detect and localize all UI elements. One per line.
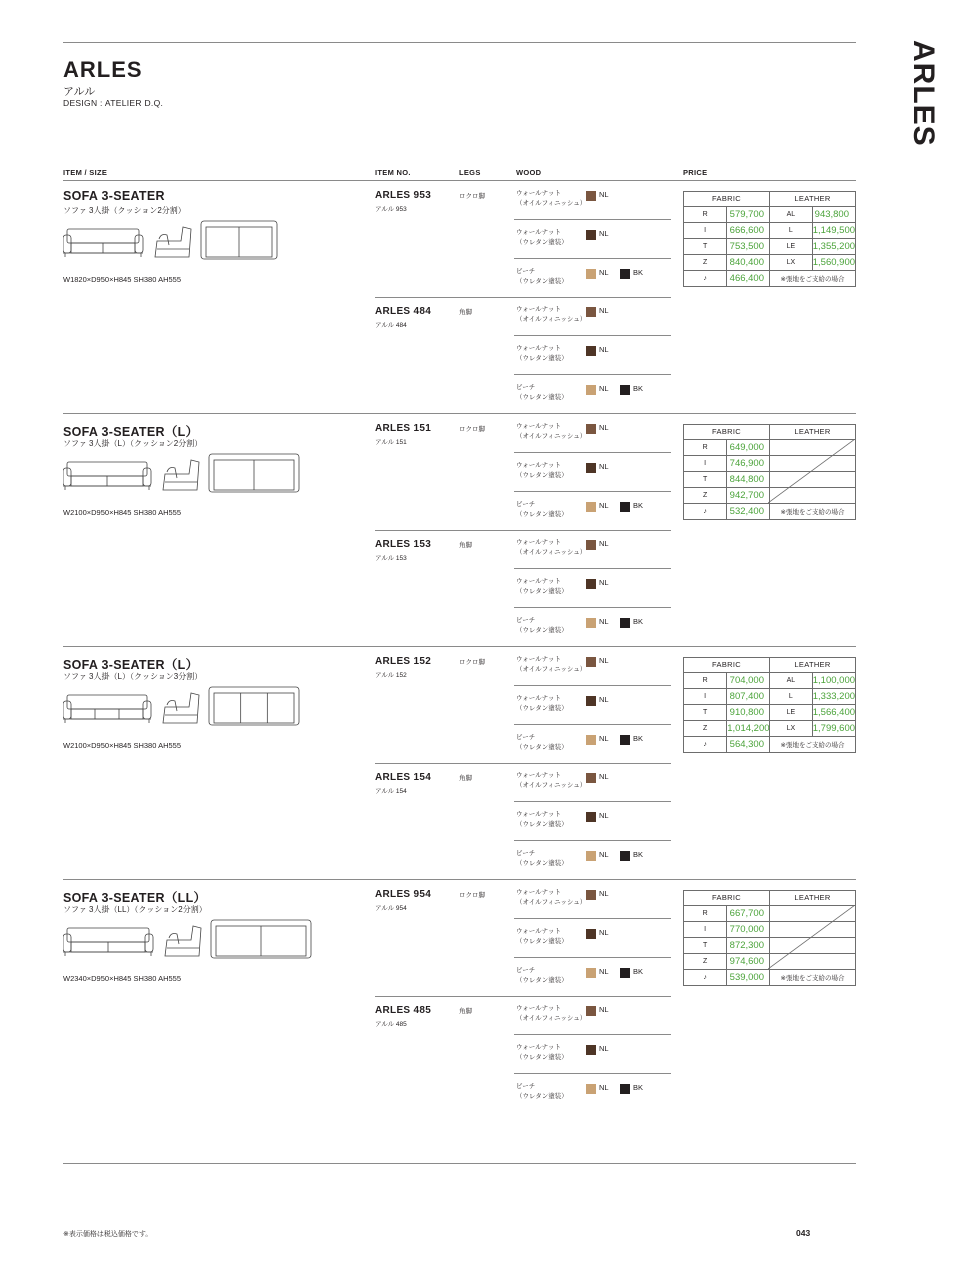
- item-number: ARLES 151: [375, 423, 432, 434]
- item-number: ARLES 152: [375, 656, 432, 667]
- bottom-rule: [63, 1163, 856, 1164]
- product-section: [0, 414, 970, 647]
- wood-finish: （ウレタン塗装）: [516, 472, 568, 479]
- price-row: [684, 720, 855, 736]
- swatch-label-bk: BK: [633, 850, 644, 859]
- fabric-price: 807,400: [727, 688, 770, 704]
- price-row: [684, 503, 855, 519]
- wood-species: ビーチ: [516, 617, 536, 624]
- color-swatch-nl: [586, 696, 596, 706]
- side-title: ARLES: [907, 40, 940, 147]
- color-swatch-nl: [586, 307, 596, 317]
- swatch-label-nl: NL: [599, 1044, 609, 1053]
- item-number-kana: アルル 485: [375, 1021, 407, 1028]
- sofa-side-view: [163, 460, 199, 490]
- wood-finish: （ウレタン塗装）: [516, 278, 568, 285]
- sofa-top-view: [209, 687, 299, 725]
- supplied-fabric-note: ※張地をご支給の場合: [780, 275, 845, 283]
- item-number-kana: アルル 151: [375, 439, 407, 446]
- item-divider: [375, 297, 671, 298]
- color-swatch-nl: [586, 346, 596, 356]
- price-row: [684, 969, 855, 985]
- price-row: [684, 238, 855, 254]
- wood-species: ウォールナット: [516, 889, 561, 896]
- wood-finish: （オイルフィニッシュ）: [516, 549, 587, 556]
- wood-species: ビーチ: [516, 850, 536, 857]
- wood-species: ビーチ: [516, 734, 536, 741]
- swatch-label-nl: NL: [599, 656, 609, 665]
- product-dimensions: W2100×D950×H845 SH380 AH555: [63, 508, 182, 517]
- wood-finish: （ウレタン塗装）: [516, 239, 568, 246]
- leather-rank: LX: [770, 720, 813, 736]
- price-header-leather: LEATHER: [770, 192, 856, 206]
- item-number: ARLES 485: [375, 1005, 432, 1016]
- leather-rank: LX: [770, 254, 813, 270]
- leather-price: 1,566,400: [812, 704, 855, 720]
- wood-row-divider: [514, 1073, 671, 1074]
- item-number-kana: アルル 953: [375, 206, 407, 213]
- price-header-leather: LEATHER: [770, 891, 856, 905]
- fabric-price: 466,400: [727, 270, 770, 286]
- item-divider: [375, 530, 671, 531]
- wood-finish: （ウレタン塗装）: [516, 744, 568, 751]
- fabric-price: 910,800: [727, 704, 770, 720]
- fabric-price: 539,000: [727, 969, 770, 985]
- wood-finish: （ウレタン塗装）: [516, 938, 568, 945]
- leg-type: ロクロ脚: [459, 892, 485, 899]
- leather-not-available-slash: [768, 905, 855, 969]
- col-header-wood: WOOD: [516, 168, 542, 177]
- swatch-label-nl: NL: [599, 967, 609, 976]
- wood-row-divider: [514, 957, 671, 958]
- wood-finish: （ウレタン塗装）: [516, 588, 568, 595]
- supplied-fabric-note: ※張地をご支給の場合: [780, 741, 845, 749]
- wood-finish: （オイルフィニッシュ）: [516, 782, 587, 789]
- leather-rank: AL: [770, 672, 813, 688]
- item-number-kana: アルル 153: [375, 555, 407, 562]
- fabric-rank: T: [684, 238, 727, 254]
- price-header-leather: LEATHER: [770, 658, 856, 672]
- color-swatch-bk: [620, 618, 630, 628]
- fabric-price: 942,700: [727, 487, 770, 503]
- color-swatch-nl: [586, 424, 596, 434]
- wood-finish: （ウレタン塗装）: [516, 821, 568, 828]
- color-swatch-nl: [586, 657, 596, 667]
- swatch-label-nl: NL: [599, 772, 609, 781]
- wood-finish: （ウレタン塗装）: [516, 511, 568, 518]
- swatch-label-nl: NL: [599, 539, 609, 548]
- wood-finish: （ウレタン塗装）: [516, 394, 568, 401]
- price-header-fabric: FABRIC: [684, 192, 770, 206]
- designer-credit: DESIGN : ATELIER D.Q.: [63, 98, 164, 108]
- fabric-rank: T: [684, 471, 727, 487]
- color-swatch-bk: [620, 269, 630, 279]
- price-table: [683, 890, 856, 986]
- leather-price: 1,100,000: [812, 672, 855, 688]
- wood-finish: （ウレタン塗装）: [516, 705, 568, 712]
- swatch-label-nl: NL: [599, 734, 609, 743]
- product-dimensions: W2100×D950×H845 SH380 AH555: [63, 741, 182, 750]
- leather-rank: L: [770, 688, 813, 704]
- wood-finish: （ウレタン塗装）: [516, 977, 568, 984]
- wood-species: ウォールナット: [516, 539, 561, 546]
- fabric-rank: I: [684, 222, 727, 238]
- wood-species: ウォールナット: [516, 1005, 561, 1012]
- leather-price: 1,560,900: [812, 254, 855, 270]
- color-swatch-nl: [586, 735, 596, 745]
- leather-price: 943,800: [812, 206, 855, 222]
- fabric-price: 579,700: [727, 206, 770, 222]
- wood-finish: （オイルフィニッシュ）: [516, 433, 587, 440]
- item-divider: [375, 996, 671, 997]
- price-header-fabric: FABRIC: [684, 891, 770, 905]
- wood-finish: （ウレタン塗装）: [516, 355, 568, 362]
- footnote: ※表示価格は税込価格です。: [63, 1231, 153, 1238]
- color-swatch-nl: [586, 1045, 596, 1055]
- wood-row-divider: [514, 801, 671, 802]
- leather-price: 1,149,500: [812, 222, 855, 238]
- fabric-rank: T: [684, 704, 727, 720]
- wood-species: ウォールナット: [516, 190, 561, 197]
- price-row: [684, 704, 855, 720]
- sofa-side-view: [155, 227, 191, 257]
- color-swatch-bk: [620, 502, 630, 512]
- item-number-kana: アルル 954: [375, 905, 407, 912]
- swatch-label-nl: NL: [599, 850, 609, 859]
- price-table: [683, 657, 856, 753]
- swatch-label-nl: NL: [599, 811, 609, 820]
- color-swatch-nl: [586, 851, 596, 861]
- swatch-label-nl: NL: [599, 462, 609, 471]
- swatch-label-nl: NL: [599, 306, 609, 315]
- fabric-price: 844,800: [727, 471, 770, 487]
- sofa-illustration: [63, 685, 338, 735]
- sofa-illustration: [63, 452, 338, 502]
- color-swatch-nl: [586, 1006, 596, 1016]
- fabric-rank: ♪: [684, 969, 727, 985]
- price-row: [684, 270, 855, 286]
- fabric-price: 649,000: [727, 439, 770, 455]
- product-name-japanese: ソファ 3人掛（L）（クッション2分割）: [63, 439, 203, 448]
- sofa-illustration: [63, 219, 338, 269]
- fabric-rank: Z: [684, 953, 727, 969]
- swatch-label-bk: BK: [633, 268, 644, 277]
- color-swatch-bk: [620, 1084, 630, 1094]
- fabric-price: 1,014,200: [727, 720, 770, 736]
- sofa-side-view: [165, 926, 201, 956]
- item-divider: [375, 763, 671, 764]
- color-swatch-nl: [586, 890, 596, 900]
- fabric-rank: R: [684, 439, 727, 455]
- leather-price: 1,333,200: [812, 688, 855, 704]
- fabric-price: 840,400: [727, 254, 770, 270]
- wood-row-divider: [514, 335, 671, 336]
- leather-rank: LE: [770, 238, 813, 254]
- fabric-rank: ♪: [684, 270, 727, 286]
- fabric-rank: R: [684, 206, 727, 222]
- wood-finish: （オイルフィニッシュ）: [516, 899, 587, 906]
- leg-type: 角脚: [459, 1008, 472, 1015]
- item-number: ARLES 153: [375, 539, 432, 550]
- fabric-rank: ♪: [684, 503, 727, 519]
- product-name: SOFA 3-SEATER（L）: [63, 658, 199, 672]
- wood-species: ウォールナット: [516, 811, 561, 818]
- wood-row-divider: [514, 452, 671, 453]
- sofa-top-view: [211, 920, 311, 958]
- leather-price: 1,799,600: [812, 720, 855, 736]
- color-swatch-nl: [586, 269, 596, 279]
- wood-row-divider: [514, 724, 671, 725]
- product-name: SOFA 3-SEATER（LL）: [63, 891, 207, 905]
- wood-species: ウォールナット: [516, 578, 561, 585]
- swatch-label-nl: NL: [599, 229, 609, 238]
- color-swatch-nl: [586, 502, 596, 512]
- wood-species: ウォールナット: [516, 345, 561, 352]
- sofa-top-view: [209, 454, 299, 492]
- col-header-legs: LEGS: [459, 168, 481, 177]
- fabric-rank: I: [684, 921, 727, 937]
- supplied-fabric-note: ※張地をご支給の場合: [780, 508, 845, 516]
- leg-type: 角脚: [459, 775, 472, 782]
- leather-rank: L: [770, 222, 813, 238]
- wood-row-divider: [514, 1034, 671, 1035]
- product-name-japanese: ソファ 3人掛（LL）（クッション2分割）: [63, 905, 207, 914]
- product-name-japanese: ソファ 3人掛（L）（クッション3分割）: [63, 672, 203, 681]
- price-header-leather: LEATHER: [770, 425, 856, 439]
- fabric-price: 753,500: [727, 238, 770, 254]
- fabric-rank: T: [684, 937, 727, 953]
- fabric-rank: I: [684, 455, 727, 471]
- wood-species: ウォールナット: [516, 229, 561, 236]
- wood-row-divider: [514, 607, 671, 608]
- color-swatch-bk: [620, 735, 630, 745]
- color-swatch-nl: [586, 773, 596, 783]
- col-header-item-no: ITEM NO.: [375, 168, 411, 177]
- wood-species: ビーチ: [516, 384, 536, 391]
- wood-species: ウォールナット: [516, 423, 561, 430]
- product-name: SOFA 3-SEATER: [63, 189, 165, 203]
- wood-finish: （オイルフィニッシュ）: [516, 316, 587, 323]
- color-swatch-bk: [620, 851, 630, 861]
- price-header-fabric: FABRIC: [684, 658, 770, 672]
- item-number-kana: アルル 154: [375, 788, 407, 795]
- wood-finish: （ウレタン塗装）: [516, 627, 568, 634]
- price-row: [684, 254, 855, 270]
- swatch-label-nl: NL: [599, 1005, 609, 1014]
- sofa-front-view: [63, 695, 151, 723]
- fabric-price: 872,300: [727, 937, 770, 953]
- supplied-fabric-note: ※張地をご支給の場合: [780, 974, 845, 982]
- product-name-japanese: ソファ 3人掛（クッション2分割）: [63, 206, 186, 215]
- sofa-side-view: [163, 693, 199, 723]
- color-swatch-nl: [586, 579, 596, 589]
- price-header-fabric: FABRIC: [684, 425, 770, 439]
- price-row: [684, 672, 855, 688]
- item-number-kana: アルル 484: [375, 322, 407, 329]
- swatch-label-bk: BK: [633, 501, 644, 510]
- item-number: ARLES 953: [375, 190, 432, 201]
- col-header-price: PRICE: [683, 168, 708, 177]
- price-row: [684, 736, 855, 752]
- sofa-front-view: [63, 928, 153, 956]
- swatch-label-nl: NL: [599, 889, 609, 898]
- swatch-label-nl: NL: [599, 501, 609, 510]
- wood-species: ウォールナット: [516, 306, 561, 313]
- color-swatch-nl: [586, 968, 596, 978]
- fabric-price: 974,600: [727, 953, 770, 969]
- fabric-price: 532,400: [727, 503, 770, 519]
- price-row: [684, 222, 855, 238]
- wood-finish: （ウレタン塗装）: [516, 1093, 568, 1100]
- fabric-price: 666,600: [727, 222, 770, 238]
- item-number: ARLES 484: [375, 306, 432, 317]
- product-section: [0, 880, 970, 1113]
- wood-row-divider: [514, 219, 671, 220]
- fabric-price: 564,300: [727, 736, 770, 752]
- wood-finish: （オイルフィニッシュ）: [516, 1015, 587, 1022]
- color-swatch-nl: [586, 463, 596, 473]
- color-swatch-nl: [586, 929, 596, 939]
- color-swatch-nl: [586, 385, 596, 395]
- leg-type: ロクロ脚: [459, 659, 485, 666]
- wood-finish: （オイルフィニッシュ）: [516, 666, 587, 673]
- wood-row-divider: [514, 918, 671, 919]
- item-number-kana: アルル 152: [375, 672, 407, 679]
- leg-type: ロクロ脚: [459, 426, 485, 433]
- price-table: [683, 191, 856, 287]
- fabric-rank: R: [684, 672, 727, 688]
- sofa-front-view: [63, 462, 151, 490]
- swatch-label-bk: BK: [633, 617, 644, 626]
- fabric-price: 770,000: [727, 921, 770, 937]
- page-title: ARLES: [63, 57, 143, 82]
- wood-row-divider: [514, 491, 671, 492]
- wood-row-divider: [514, 840, 671, 841]
- top-rule: [63, 42, 856, 43]
- product-name: SOFA 3-SEATER（L）: [63, 425, 199, 439]
- fabric-price: 667,700: [727, 905, 770, 921]
- product-section: [0, 181, 970, 414]
- color-swatch-nl: [586, 230, 596, 240]
- leg-type: ロクロ脚: [459, 193, 485, 200]
- fabric-rank: Z: [684, 254, 727, 270]
- wood-row-divider: [514, 258, 671, 259]
- wood-species: ウォールナット: [516, 656, 561, 663]
- wood-species: ビーチ: [516, 967, 536, 974]
- color-swatch-nl: [586, 812, 596, 822]
- swatch-label-nl: NL: [599, 268, 609, 277]
- color-swatch-bk: [620, 968, 630, 978]
- wood-finish: （ウレタン塗装）: [516, 1054, 568, 1061]
- color-swatch-bk: [620, 385, 630, 395]
- wood-species: ビーチ: [516, 501, 536, 508]
- fabric-price: 746,900: [727, 455, 770, 471]
- swatch-label-nl: NL: [599, 1083, 609, 1092]
- swatch-label-nl: NL: [599, 423, 609, 432]
- page-number: 043: [796, 1228, 811, 1238]
- swatch-label-nl: NL: [599, 345, 609, 354]
- fabric-rank: Z: [684, 487, 727, 503]
- col-header-item-size: ITEM / SIZE: [63, 168, 108, 177]
- swatch-label-nl: NL: [599, 190, 609, 199]
- swatch-label-nl: NL: [599, 617, 609, 626]
- color-swatch-nl: [586, 540, 596, 550]
- fabric-rank: Z: [684, 720, 727, 736]
- price-table: [683, 424, 856, 520]
- item-number: ARLES 154: [375, 772, 432, 783]
- item-number: ARLES 954: [375, 889, 432, 900]
- leg-type: 角脚: [459, 542, 472, 549]
- swatch-label-nl: NL: [599, 578, 609, 587]
- wood-species: ウォールナット: [516, 695, 561, 702]
- wood-species: ビーチ: [516, 1083, 536, 1090]
- fabric-rank: ♪: [684, 736, 727, 752]
- leather-rank: LE: [770, 704, 813, 720]
- swatch-label-nl: NL: [599, 384, 609, 393]
- wood-row-divider: [514, 568, 671, 569]
- leather-price: 1,355,200: [812, 238, 855, 254]
- product-dimensions: W1820×D950×H845 SH380 AH555: [63, 275, 182, 284]
- sofa-illustration: [63, 918, 338, 968]
- swatch-label-nl: NL: [599, 695, 609, 704]
- wood-row-divider: [514, 685, 671, 686]
- fabric-rank: R: [684, 905, 727, 921]
- swatch-label-nl: NL: [599, 928, 609, 937]
- color-swatch-nl: [586, 191, 596, 201]
- leather-not-available-slash: [768, 439, 855, 503]
- wood-species: ウォールナット: [516, 772, 561, 779]
- price-row: [684, 688, 855, 704]
- product-section: [0, 647, 970, 880]
- wood-species: ビーチ: [516, 268, 536, 275]
- wood-row-divider: [514, 374, 671, 375]
- wood-species: ウォールナット: [516, 928, 561, 935]
- wood-species: ウォールナット: [516, 1044, 561, 1051]
- swatch-label-bk: BK: [633, 734, 644, 743]
- product-dimensions: W2340×D950×H845 SH380 AH555: [63, 974, 182, 983]
- sofa-top-view: [201, 221, 277, 259]
- wood-species: ウォールナット: [516, 462, 561, 469]
- price-row: [684, 206, 855, 222]
- swatch-label-bk: BK: [633, 384, 644, 393]
- swatch-label-bk: BK: [633, 1083, 644, 1092]
- sofa-front-view: [63, 229, 143, 257]
- fabric-price: 704,000: [727, 672, 770, 688]
- leather-rank: AL: [770, 206, 813, 222]
- fabric-rank: I: [684, 688, 727, 704]
- swatch-label-bk: BK: [633, 967, 644, 976]
- page-title-kana: アルル: [63, 86, 96, 98]
- color-swatch-nl: [586, 618, 596, 628]
- wood-finish: （ウレタン塗装）: [516, 860, 568, 867]
- wood-finish: （オイルフィニッシュ）: [516, 200, 587, 207]
- leg-type: 角脚: [459, 309, 472, 316]
- color-swatch-nl: [586, 1084, 596, 1094]
